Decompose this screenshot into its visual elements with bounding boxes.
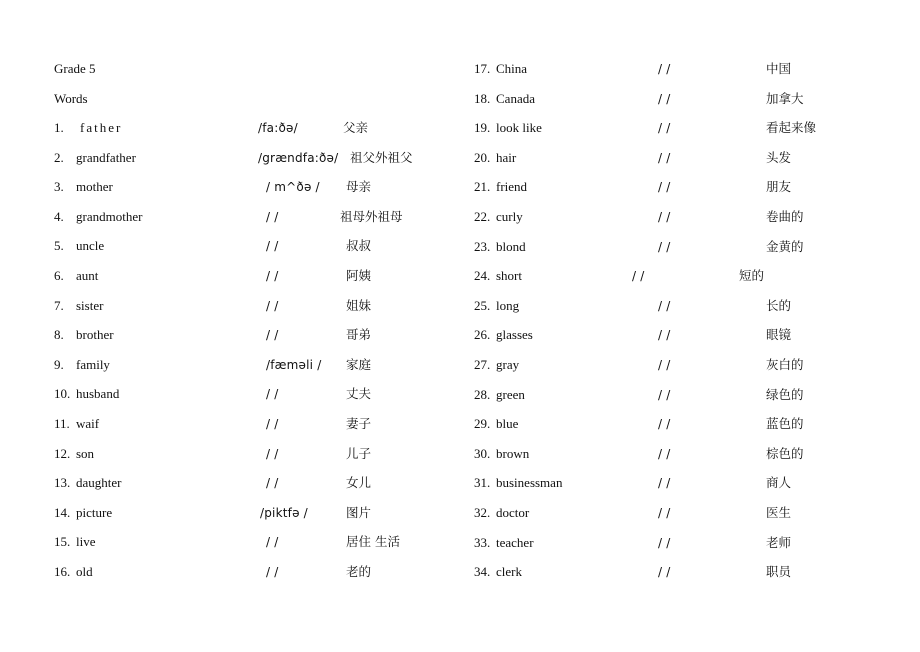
entry-word: look like (496, 120, 542, 136)
entry-word: brother (76, 327, 114, 343)
entry-phonetic: / / (266, 535, 279, 550)
grade-heading: Grade 5 (54, 61, 96, 76)
entry-meaning: 家庭 (346, 356, 372, 372)
entry-number: 21. (474, 179, 491, 195)
entry-number: 16. (54, 564, 71, 579)
entry-meaning: 老师 (766, 534, 792, 550)
entry-phonetic: / / (266, 269, 279, 283)
entry-meaning: 女儿 (346, 475, 372, 491)
entry-number: 31. (474, 475, 491, 491)
entry-word: long (496, 297, 520, 313)
entry-meaning: 哥弟 (346, 327, 372, 343)
entry-meaning: 儿子 (346, 445, 372, 461)
entry-number: 23. (474, 238, 491, 254)
entry-number: 26. (474, 327, 491, 343)
entry-meaning: 金黄的 (766, 238, 804, 254)
entry-meaning: 父亲 (343, 120, 369, 135)
entry-number: 12. (54, 445, 71, 461)
entry-number: 1. (54, 120, 64, 135)
entry-number: 34. (474, 564, 491, 580)
entry-word: sister (76, 297, 104, 313)
entry-meaning: 卷曲的 (766, 209, 804, 224)
entry-phonetic: / / (266, 387, 279, 402)
entry-number: 14. (54, 504, 71, 520)
entry-meaning: 眼镜 (766, 327, 792, 343)
entry-number: 17. (474, 61, 491, 76)
entry-phonetic: / / (658, 446, 671, 461)
entry-number: 13. (54, 475, 71, 491)
entry-phonetic: / / (658, 535, 671, 550)
entry-word: mother (76, 179, 113, 195)
entry-number: 24. (474, 268, 491, 284)
entry-number: 7. (54, 297, 64, 313)
entry-number: 19. (474, 120, 491, 136)
entry-word: family (76, 356, 110, 372)
entry-word: short (496, 268, 522, 284)
entry-meaning: 绿色的 (766, 386, 804, 402)
entry-number: 20. (474, 149, 491, 165)
entry-number: 11. (54, 416, 70, 431)
entry-meaning: 阿姨 (346, 268, 372, 283)
entry-meaning: 老的 (346, 564, 372, 579)
entry-number: 25. (474, 297, 491, 313)
entry-word: clerk (496, 564, 522, 580)
entry-phonetic: / / (632, 269, 645, 284)
entry-meaning: 居住 生活 (346, 534, 400, 550)
entry-phonetic: / / (658, 417, 671, 432)
entry-meaning: 头发 (766, 149, 792, 165)
entry-word: gray (496, 357, 520, 372)
entry-phonetic: / / (658, 91, 671, 106)
entry-phonetic: / / (658, 358, 671, 372)
entry-phonetic: /grændfa:ðə/ (258, 150, 339, 165)
entry-word: friend (496, 179, 528, 195)
entry-meaning: 看起来像 (766, 120, 817, 136)
entry-phonetic: / / (658, 239, 671, 254)
entry-meaning: 职员 (766, 564, 792, 580)
entry-word: grandfather (76, 149, 136, 165)
entry-word: old (76, 564, 93, 579)
entry-phonetic: / / (658, 328, 671, 343)
entry-word: curly (496, 209, 523, 224)
entry-word: son (76, 445, 95, 461)
entry-phonetic: / / (266, 209, 279, 224)
entry-number: 18. (474, 90, 491, 106)
entry-meaning: 医生 (766, 505, 792, 520)
entry-phonetic: / / (266, 298, 279, 313)
entry-meaning: 丈夫 (346, 386, 372, 402)
entry-meaning: 祖父外祖父 (350, 149, 413, 165)
entry-phonetic: / / (658, 506, 671, 520)
entry-word: Canada (496, 90, 535, 106)
entry-phonetic: /fæməli / (266, 357, 322, 372)
entry-number: 29. (474, 416, 491, 432)
entry-word: China (496, 61, 528, 76)
entry-number: 28. (474, 386, 491, 402)
entry-phonetic: / / (658, 210, 671, 224)
entry-meaning: 母亲 (346, 179, 372, 195)
entry-meaning: 叔叔 (346, 238, 372, 254)
entry-meaning: 蓝色的 (766, 416, 804, 432)
entry-phonetic: /piktfə / (260, 505, 308, 520)
entry-phonetic: / / (658, 180, 671, 195)
entry-number: 30. (474, 445, 491, 461)
words-heading: Words (54, 91, 88, 106)
entry-word: blond (496, 238, 526, 254)
entry-number: 4. (54, 208, 64, 224)
entry-phonetic: / / (658, 298, 671, 313)
entry-phonetic: / / (266, 446, 279, 461)
entry-meaning: 姐妹 (346, 297, 372, 313)
entry-number: 3. (54, 179, 64, 195)
entry-phonetic: / / (266, 476, 279, 491)
entry-meaning: 中国 (766, 61, 792, 76)
entry-word: green (496, 386, 525, 402)
entry-phonetic: / / (658, 565, 671, 580)
entry-word: picture (76, 504, 113, 520)
entry-phonetic: / / (658, 387, 671, 402)
entry-meaning: 妻子 (346, 416, 372, 431)
entry-word: hair (496, 149, 517, 165)
entry-phonetic: / / (658, 476, 671, 491)
entry-phonetic: / m^ðə / (266, 180, 320, 195)
entry-phonetic: / / (658, 150, 671, 165)
entry-meaning: 加拿大 (766, 90, 804, 106)
entry-number: 15. (54, 534, 71, 550)
entry-number: 6. (54, 268, 64, 283)
entry-meaning: 图片 (346, 504, 372, 520)
entry-meaning: 短的 (739, 268, 765, 284)
entry-word: aunt (76, 268, 99, 283)
entry-number: 10. (54, 386, 71, 402)
entry-word: businessman (496, 475, 563, 491)
entry-word: father (80, 120, 123, 135)
entry-phonetic: /fa:ðə/ (258, 121, 298, 135)
entry-word: waif (76, 416, 100, 431)
entry-number: 33. (474, 534, 491, 550)
entry-number: 9. (54, 356, 64, 372)
entry-phonetic: / / (266, 417, 279, 431)
entry-word: doctor (496, 505, 530, 520)
entry-word: daughter (76, 475, 122, 491)
entry-word: brown (496, 445, 530, 461)
entry-word: live (76, 534, 96, 550)
entry-meaning: 棕色的 (766, 445, 804, 461)
entry-phonetic: / / (658, 62, 671, 76)
entry-phonetic: / / (266, 239, 279, 254)
entry-phonetic: / / (658, 121, 671, 136)
entry-phonetic: / / (266, 328, 279, 343)
entry-number: 2. (54, 149, 64, 165)
entry-word: husband (76, 386, 120, 402)
entry-word: grandmother (76, 208, 143, 224)
entry-number: 27. (474, 357, 491, 372)
entry-meaning: 长的 (766, 297, 792, 313)
entry-meaning: 商人 (766, 475, 792, 491)
entry-number: 22. (474, 209, 491, 224)
entry-word: teacher (496, 534, 534, 550)
entry-number: 5. (54, 238, 64, 254)
entry-number: 8. (54, 327, 64, 343)
entry-word: uncle (76, 238, 105, 254)
entry-meaning: 朋友 (766, 179, 792, 195)
entry-meaning: 灰白的 (766, 357, 804, 372)
entry-word: glasses (496, 327, 533, 343)
entry-meaning: 祖母外祖母 (340, 208, 403, 224)
entry-number: 32. (474, 505, 491, 520)
entry-word: blue (496, 416, 519, 432)
entry-phonetic: / / (266, 565, 279, 579)
